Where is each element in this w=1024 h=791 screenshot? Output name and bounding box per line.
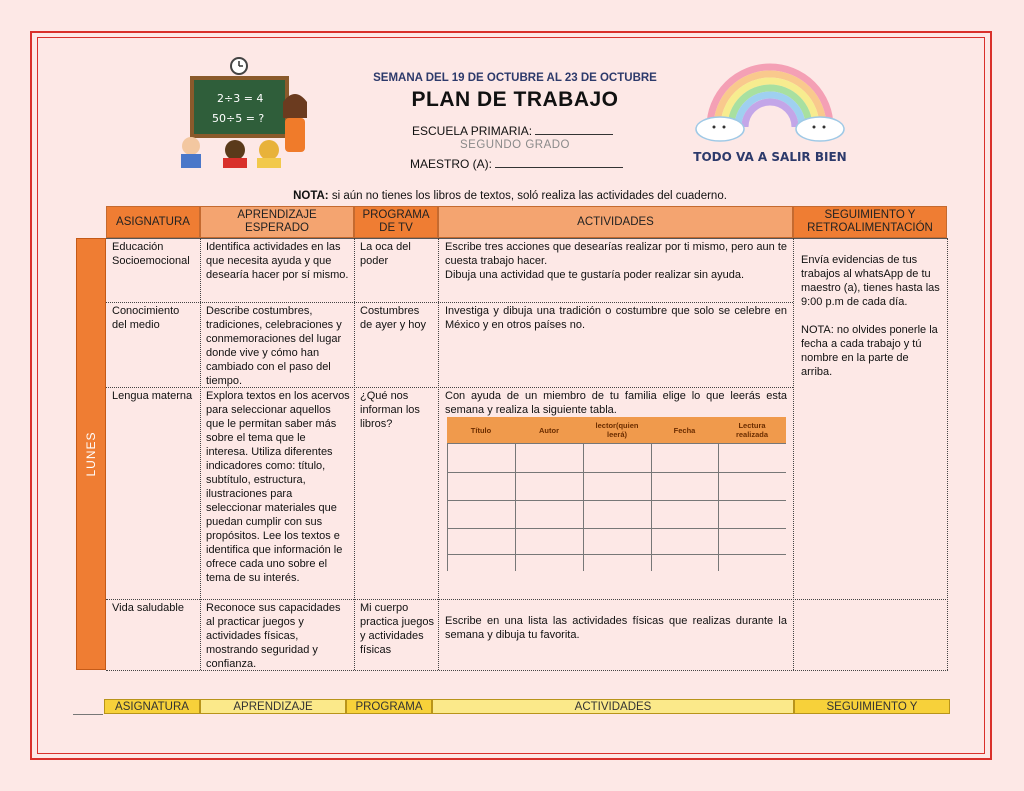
followup-p1: Envía evidencias de tus trabajos al whatsApp de tu maestro (a), tienes hasta las 9:00 p.m de cada día. bbox=[801, 254, 940, 308]
reading-col-reader: lector(quien leerá) bbox=[583, 417, 651, 443]
row1-activities: Escribe tres acciones que desearías realizar por ti mismo, pero aun te cuesta trabajo hacer. Dibuja una actividad que te gustaría poder realizar sin ayuda. bbox=[445, 241, 787, 281]
bottom-header-subject: ASIGNATURA bbox=[104, 699, 200, 714]
reading-col-author: Autor bbox=[515, 417, 583, 443]
row4-activities: Escribe en una lista las actividades físicas que realizas durante la semana y dibuja tu favorita. bbox=[445, 615, 787, 641]
row4-program: Mi cuerpo practica juegos y actividades físicas bbox=[360, 602, 434, 656]
board-text-2: 50÷5 = ? bbox=[212, 112, 265, 125]
bottom-header-program: PROGRAMA bbox=[346, 699, 432, 714]
grid-line bbox=[793, 238, 794, 670]
week-range: SEMANA DEL 19 DE OCTUBRE AL 23 DE OCTUBRE bbox=[373, 72, 657, 84]
reading-grid-line bbox=[651, 443, 652, 571]
row3-learning: Explora textos en los acervos para seleccionar aquellos que le permitan saber más sobre el tema que le interesa. Utiliza diferentes indicadores como: título, subtítulo, estructura, ilustraciones para seleccionar materiales que puedan cumplir con sus propósitos. Lee los textos e identifica que información le ofrece cada uno sobre el tema de su interés. bbox=[206, 390, 350, 584]
school-label: ESCUELA PRIMARIA: bbox=[412, 124, 533, 138]
bottom-header-followup: SEGUIMIENTO Y bbox=[794, 699, 950, 714]
reading-grid-line bbox=[447, 554, 786, 555]
note-text: si aún no tienes los libros de textos, soló realiza las actividades del cuaderno. bbox=[331, 190, 727, 202]
board-text-1: 2÷3 = 4 bbox=[217, 92, 264, 105]
school-blank bbox=[535, 123, 613, 135]
followup-p2: NOTA: no olvides ponerle la fecha a cada trabajo y tú nombre en la parte de arriba. bbox=[801, 324, 938, 378]
grade-label: SEGUNDO GRADO bbox=[459, 139, 570, 151]
teacher-label: MAESTRO (A): bbox=[410, 157, 493, 171]
grid-line bbox=[354, 238, 355, 670]
classroom-illustration bbox=[177, 56, 312, 168]
school-field bbox=[412, 123, 613, 138]
followup-text bbox=[797, 252, 945, 380]
row1-learning: Identifica actividades en las que necesita ayuda y que desearía hacer por sí mismo. bbox=[206, 241, 349, 281]
col-header-activities: ACTIVIDADES bbox=[438, 206, 793, 238]
row1-subject: Educación Socioemocional bbox=[112, 241, 190, 267]
teacher-blank bbox=[495, 156, 623, 168]
col-header-learning: APRENDIZAJE ESPERADO bbox=[200, 206, 354, 238]
slogan-text: TODO VA A SALIR BIEN bbox=[693, 150, 847, 164]
row1-program: La oca del poder bbox=[360, 241, 411, 267]
reading-grid-line bbox=[447, 443, 448, 571]
note-bold: NOTA: bbox=[293, 190, 332, 202]
grid-line bbox=[947, 238, 948, 670]
day-label: LUNES bbox=[76, 238, 106, 670]
rainbow-illustration bbox=[690, 55, 850, 170]
bottom-rule bbox=[73, 714, 103, 715]
row2-program: Costumbres de ayer y hoy bbox=[360, 305, 427, 331]
row2-activities: Investiga y dibuja una tradición o costumbre que solo se celebre en México y en otros países no. bbox=[445, 305, 787, 331]
reading-col-date: Fecha bbox=[651, 417, 718, 443]
row3-program: ¿Qué nos informan los libros? bbox=[360, 390, 420, 430]
row4-learning: Reconoce sus capacidades al practicar juegos y actividades físicas, mostrando seguridad y confianza. bbox=[206, 602, 341, 670]
reading-grid-line bbox=[583, 443, 584, 571]
row3-subject: Lengua materna bbox=[112, 390, 193, 402]
col-header-followup: SEGUIMIENTO Y RETROALIMENTACIÓN bbox=[793, 206, 947, 238]
reading-col-done: Lectura realizada bbox=[718, 417, 786, 443]
row2-subject: Conocimiento del medio bbox=[112, 305, 180, 331]
teacher-field bbox=[410, 156, 623, 171]
row4-subject: Vida saludable bbox=[112, 602, 184, 614]
reading-grid-line bbox=[447, 443, 786, 444]
row3-activities: Con ayuda de un miembro de tu familia elige lo que leerás esta semana y realiza la siguiente tabla. bbox=[445, 390, 787, 416]
reading-grid-line bbox=[447, 528, 786, 529]
row2-learning: Describe costumbres, tradiciones, celebraciones y conmemoraciones del lugar donde vive y cómo han cambiado con el paso del tiempo. bbox=[206, 305, 342, 387]
page-title: PLAN DE TRABAJO bbox=[411, 88, 619, 111]
followup-spacer bbox=[801, 309, 941, 323]
col-header-program: PROGRAMA DE TV bbox=[354, 206, 438, 238]
bottom-header-learning: APRENDIZAJE bbox=[200, 699, 346, 714]
reading-grid-line bbox=[447, 500, 786, 501]
reading-grid-line bbox=[718, 443, 719, 571]
col-header-subject: ASIGNATURA bbox=[106, 206, 200, 238]
grid-line bbox=[200, 238, 201, 670]
note-line bbox=[110, 190, 910, 202]
reading-grid-line bbox=[515, 443, 516, 571]
grid-line bbox=[438, 238, 439, 670]
reading-col-title: Título bbox=[447, 417, 515, 443]
reading-grid-line bbox=[447, 472, 786, 473]
bottom-header-activities: ACTIVIDADES bbox=[432, 699, 794, 714]
